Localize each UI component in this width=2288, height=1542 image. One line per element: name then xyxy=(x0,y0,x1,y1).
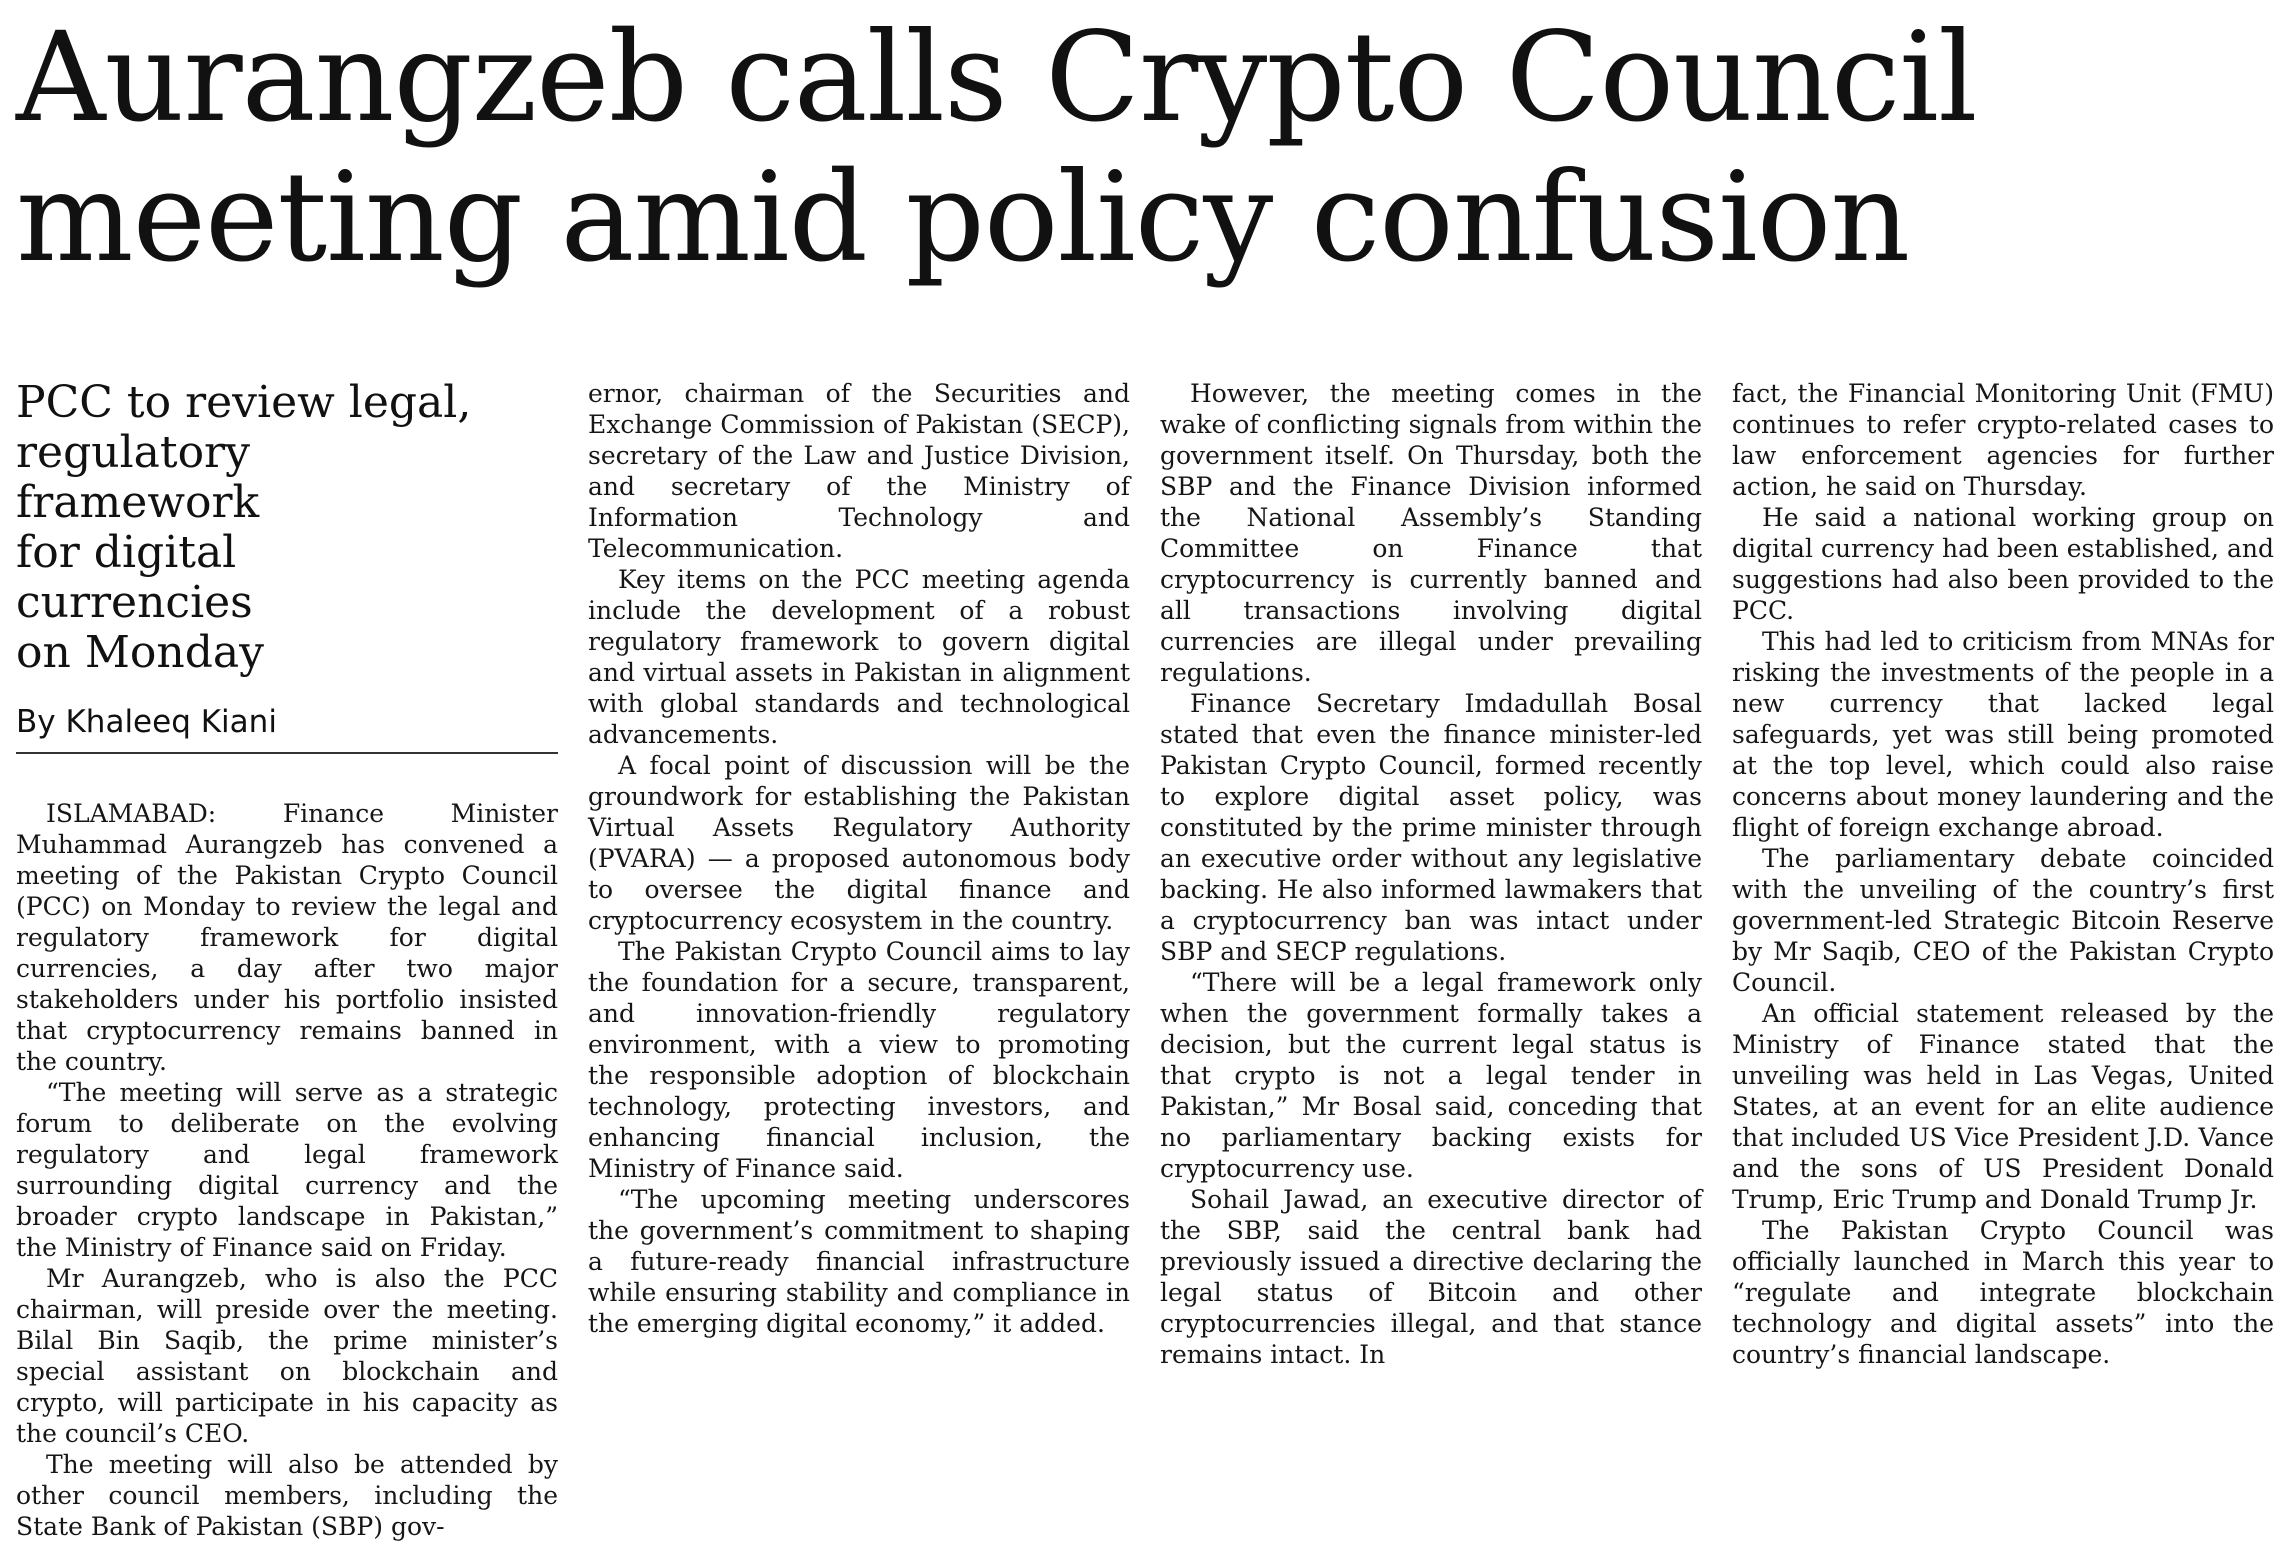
column-2-body xyxy=(588,378,1130,1339)
subheadline-line-3: for digital currencies xyxy=(16,527,253,628)
paragraph: The Pakistan Crypto Council was officially launched in March this year to “regulate and integrate blockchain technology and digital assets” into the country’s financial landscape. xyxy=(1732,1216,2274,1369)
paragraph: “The upcoming meeting underscores the government’s commitment to shaping a future-ready financial infrastructure while ensuring stability and compliance in the emerging digital economy,” it added. xyxy=(588,1185,1130,1338)
paragraph: Key items on the PCC meeting agenda include the development of a robust regulatory framework to govern digital and virtual assets in Pakistan in alignment with global standards and technological advancements. xyxy=(588,565,1130,749)
paragraph: Sohail Jawad, an executive director of the SBP, said the central bank had previously issued a directive declaring the legal status of Bitcoin and other cryptocurrencies illegal, and that stance remains intact. In xyxy=(1160,1185,1702,1369)
column-3-body xyxy=(1160,378,1702,1370)
column-1-body xyxy=(16,798,558,1542)
paragraph: “There will be a legal framework only when the government formally takes a decision, but the current legal status is that crypto is not a legal tender in Pakistan,” Mr Bosal said, conceding that no parliamentary backing exists for cryptocurrency use. xyxy=(1160,968,1702,1183)
paragraph: An official statement released by the Ministry of Finance stated that the unveiling was held in Las Vegas, United States, at an event for an elite audience that included US Vice President J.D. Vance and the sons of US President Donald Trump, Eric Trump and Donald Trump Jr. xyxy=(1732,999,2274,1214)
paragraph: He said a national working group on digital currency had been established, and suggestions had also been provided to the PCC. xyxy=(1732,503,2274,625)
subheadline-line-4: on Monday xyxy=(16,627,264,678)
column-3 xyxy=(1160,378,1702,1542)
paragraph: ernor, chairman of the Securities and Exchange Commission of Pakistan (SECP), secretary of the Law and Justice Division, and secretary of the Ministry of Information Technology and Telecommunication. xyxy=(588,379,1130,563)
headline xyxy=(16,0,2274,288)
byline: By Khaleeq Kiani xyxy=(16,704,558,754)
paragraph: A focal point of discussion will be the groundwork for establishing the Pakistan Virtual Assets Regulatory Authority (PVARA) — a proposed autonomous body to oversee the digital finance and cryptocurrency ecosystem in the country. xyxy=(588,751,1130,935)
subheadline xyxy=(16,378,486,678)
column-4-body xyxy=(1732,378,2274,1370)
column-2 xyxy=(588,378,1130,1542)
column-4 xyxy=(1732,378,2274,1542)
paragraph: “The meeting will serve as a strategic forum to deliberate on the evolving regulatory and legal framework surrounding digital currency and the broader crypto landscape in Pakistan,” the Ministry of Finance said on Friday. xyxy=(16,1078,558,1262)
headline-line-1: Aurangzeb calls Crypto Council xyxy=(16,6,1977,150)
paragraph: Finance Secretary Imdadullah Bosal stated that even the finance minister-led Pakistan Crypto Council, formed recently to explore digital asset policy, was constituted by the prime minister through an executive order without any legislative backing. He also informed lawmakers that a cryptocurrency ban was intact under SBP and SECP regulations. xyxy=(1160,689,1702,966)
paragraph: The meeting will also be attended by other council members, including the State Bank of Pakistan (SBP) gov- xyxy=(16,1450,558,1541)
paragraph: fact, the Financial Monitoring Unit (FMU) continues to refer crypto-related cases to law enforcement agencies for further action, he said on Thursday. xyxy=(1732,379,2274,501)
column-1 xyxy=(16,378,558,1542)
article-columns xyxy=(16,377,2274,1541)
paragraph: ISLAMABAD: Finance Minister Muhammad Aurangzeb has convened a meeting of the Pakistan Crypto Council (PCC) on Monday to review the legal and regulatory framework for digital currencies, a day after two major stakeholders under his portfolio insisted that cryptocurrency remains banned in the country. xyxy=(16,799,558,1076)
subheadline-line-2: regulatory framework xyxy=(16,427,260,528)
paragraph: However, the meeting comes in the wake of conflicting signals from within the government itself. On Thursday, both the SBP and the Finance Division informed the National Assembly’s Standing Committee on Finance that cryptocurrency is currently banned and all transactions involving digital currencies are illegal under prevailing regulations. xyxy=(1160,379,1702,687)
paragraph: The Pakistan Crypto Council aims to lay the foundation for a secure, transparent, and innovation-friendly regulatory environment, with a view to promoting the responsible adoption of blockchain technology, protecting investors, and enhancing financial inclusion, the Ministry of Finance said. xyxy=(588,937,1130,1183)
paragraph: Mr Aurangzeb, who is also the PCC chairman, will preside over the meeting. Bilal Bin Saqib, the prime minister’s special assistant on blockchain and crypto, will participate in his capacity as the council’s CEO. xyxy=(16,1264,558,1448)
paragraph: The parliamentary debate coincided with the unveiling of the country’s first government-led Strategic Bitcoin Reserve by Mr Saqib, CEO of the Pakistan Crypto Council. xyxy=(1732,844,2274,997)
paragraph: This had led to criticism from MNAs for risking the investments of the people in a new currency that lacked legal safeguards, yet was still being promoted at the top level, which could also raise concerns about money laundering and the flight of foreign exchange abroad. xyxy=(1732,627,2274,842)
subheadline-line-1: PCC to review legal, xyxy=(16,377,472,428)
headline-line-2: meeting amid policy confusion xyxy=(16,146,1910,290)
